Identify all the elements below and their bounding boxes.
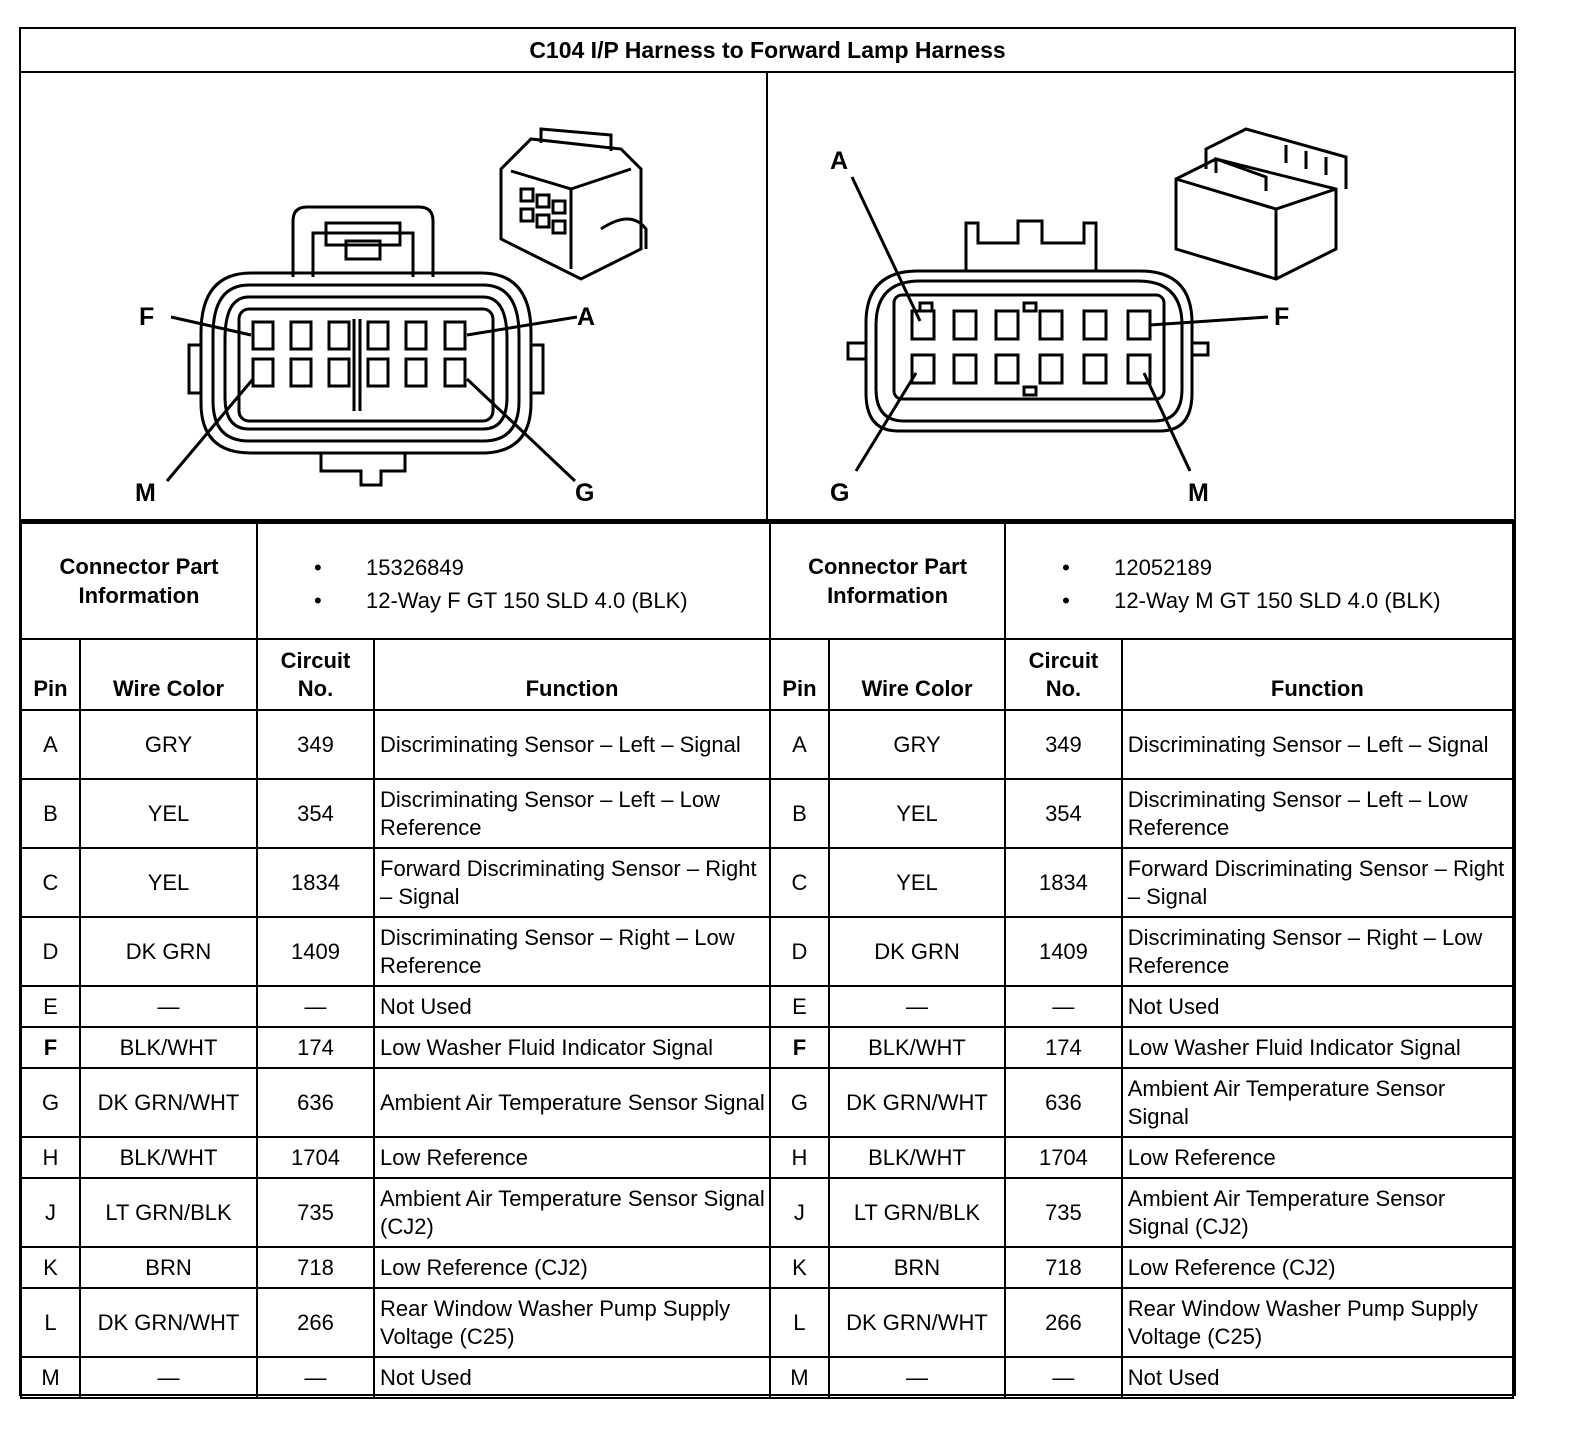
pin-cell: C	[770, 848, 829, 917]
circuit-cell: 354	[1005, 779, 1122, 848]
pin-cell: J	[21, 1178, 80, 1247]
circuit-cell: 718	[257, 1247, 374, 1288]
circuit-cell: 636	[1005, 1068, 1122, 1137]
wire-color-cell: —	[829, 1357, 1005, 1398]
table-row	[21, 710, 770, 779]
circuit-cell: —	[1005, 1357, 1122, 1398]
pin-cell: K	[21, 1247, 80, 1288]
wire-color-cell: YEL	[829, 848, 1005, 917]
table-row	[770, 986, 1513, 1027]
circuit-cell: 1704	[257, 1137, 374, 1178]
function-cell: Low Reference	[374, 1137, 770, 1178]
table-row	[21, 1288, 770, 1357]
pin-cell: D	[770, 917, 829, 986]
table-row	[21, 848, 770, 917]
pin-cell: K	[770, 1247, 829, 1288]
function-cell: Discriminating Sensor – Left – Low Reference	[1122, 779, 1513, 848]
pin-cell: B	[770, 779, 829, 848]
function-cell: Discriminating Sensor – Left – Low Reference	[374, 779, 770, 848]
wire-color-cell: GRY	[80, 710, 257, 779]
pin-cell: J	[770, 1178, 829, 1247]
wire-color-cell: LT GRN/BLK	[829, 1178, 1005, 1247]
circuit-cell: 266	[257, 1288, 374, 1357]
circuit-cell: 266	[1005, 1288, 1122, 1357]
header-row	[770, 639, 1513, 710]
wire-color-cell: BLK/WHT	[829, 1137, 1005, 1178]
table-row	[770, 1068, 1513, 1137]
function-cell: Low Reference (CJ2)	[374, 1247, 770, 1288]
wire-color-cell: DK GRN	[829, 917, 1005, 986]
function-header: Function	[374, 639, 770, 710]
pin-cell: M	[21, 1357, 80, 1398]
wire-color-cell: YEL	[80, 848, 257, 917]
table-row	[770, 848, 1513, 917]
table-row	[21, 1068, 770, 1137]
part-info-item: • 12-Way M GT 150 SLD 4.0 (BLK)	[1010, 584, 1508, 617]
table-row	[21, 1027, 770, 1068]
circuit-cell: 636	[257, 1068, 374, 1137]
table-row	[21, 779, 770, 848]
circuit-cell: 1834	[257, 848, 374, 917]
function-cell: Not Used	[374, 986, 770, 1027]
part-info-label: Connector Part Information	[21, 523, 257, 639]
function-cell: Low Reference (CJ2)	[1122, 1247, 1513, 1288]
wire-color-cell: DK GRN/WHT	[80, 1068, 257, 1137]
part-info-item: • 15326849	[262, 551, 765, 584]
circuit-cell: 349	[1005, 710, 1122, 779]
table-row	[770, 1027, 1513, 1068]
wire-color-cell: DK GRN/WHT	[829, 1068, 1005, 1137]
function-cell: Forward Discriminating Sensor – Right – Signal	[1122, 848, 1513, 917]
connector-female-face-icon	[21, 73, 766, 521]
pin-cell: F	[770, 1027, 829, 1068]
wire-color-cell: —	[80, 986, 257, 1027]
function-cell: Rear Window Washer Pump Supply Voltage (C25)	[374, 1288, 770, 1357]
circuit-cell: 1834	[1005, 848, 1122, 917]
pin-cell: H	[770, 1137, 829, 1178]
pin-label-g: G	[575, 479, 595, 507]
table-row	[21, 917, 770, 986]
wire-color-cell: YEL	[80, 779, 257, 848]
part-info-row	[770, 523, 1513, 639]
table-row	[21, 1137, 770, 1178]
table-row	[21, 1178, 770, 1247]
pin-label-a: A	[577, 303, 596, 331]
table-row	[21, 1357, 770, 1398]
function-cell: Low Washer Fluid Indicator Signal	[1122, 1027, 1513, 1068]
circuit-cell: 1409	[1005, 917, 1122, 986]
wire-color-cell: DK GRN	[80, 917, 257, 986]
circuit-cell: 349	[257, 710, 374, 779]
circuit-cell: 735	[257, 1178, 374, 1247]
function-cell: Not Used	[374, 1357, 770, 1398]
part-info-list	[257, 523, 770, 639]
wire-color-cell: —	[80, 1357, 257, 1398]
function-cell: Ambient Air Temperature Sensor Signal	[1122, 1068, 1513, 1137]
table-row	[770, 917, 1513, 986]
part-info-item: • 12052189	[1010, 551, 1508, 584]
function-cell: Not Used	[1122, 986, 1513, 1027]
function-cell: Discriminating Sensor – Right – Low Reference	[1122, 917, 1513, 986]
circuit-header: Circuit No.	[257, 639, 374, 710]
table-row	[770, 710, 1513, 779]
part-info-item: • 12-Way F GT 150 SLD 4.0 (BLK)	[262, 584, 765, 617]
right-connector-diagram	[768, 73, 1514, 521]
function-cell: Low Washer Fluid Indicator Signal	[374, 1027, 770, 1068]
circuit-cell: 718	[1005, 1247, 1122, 1288]
table-row	[770, 1178, 1513, 1247]
circuit-cell: 735	[1005, 1178, 1122, 1247]
pin-cell: E	[770, 986, 829, 1027]
pin-cell: D	[21, 917, 80, 986]
pin-label-m: M	[1188, 479, 1209, 507]
function-cell: Forward Discriminating Sensor – Right – Signal	[374, 848, 770, 917]
pin-cell: L	[770, 1288, 829, 1357]
connector-male-face-icon	[768, 73, 1514, 521]
chart-title: C104 I/P Harness to Forward Lamp Harness	[21, 29, 1514, 73]
table-row	[21, 1247, 770, 1288]
wire-color-cell: BLK/WHT	[80, 1027, 257, 1068]
table-row	[770, 1247, 1513, 1288]
pin-cell: A	[21, 710, 80, 779]
wire-color-cell: LT GRN/BLK	[80, 1178, 257, 1247]
function-cell: Discriminating Sensor – Left – Signal	[1122, 710, 1513, 779]
table-row	[770, 779, 1513, 848]
function-cell: Not Used	[1122, 1357, 1513, 1398]
pin-cell: M	[770, 1357, 829, 1398]
pin-cell: E	[21, 986, 80, 1027]
wire-color-cell: BRN	[80, 1247, 257, 1288]
circuit-cell: 174	[257, 1027, 374, 1068]
circuit-cell: 1409	[257, 917, 374, 986]
circuit-cell: —	[257, 986, 374, 1027]
wire-color-header: Wire Color	[829, 639, 1005, 710]
function-cell: Ambient Air Temperature Sensor Signal (CJ2)	[374, 1178, 770, 1247]
wire-color-cell: BRN	[829, 1247, 1005, 1288]
part-info-row	[21, 523, 770, 639]
wire-color-header: Wire Color	[80, 639, 257, 710]
wire-color-cell: BLK/WHT	[80, 1137, 257, 1178]
connector-chart	[19, 27, 1516, 1396]
pin-cell: L	[21, 1288, 80, 1357]
wire-color-cell: —	[829, 986, 1005, 1027]
function-cell: Ambient Air Temperature Sensor Signal (CJ2)	[1122, 1178, 1513, 1247]
wire-color-cell: GRY	[829, 710, 1005, 779]
pin-cell: H	[21, 1137, 80, 1178]
circuit-cell: 174	[1005, 1027, 1122, 1068]
table-row	[770, 1357, 1513, 1398]
circuit-cell: 354	[257, 779, 374, 848]
table-row	[770, 1288, 1513, 1357]
circuit-header: Circuit No.	[1005, 639, 1122, 710]
table-row	[770, 1137, 1513, 1178]
wire-color-cell: BLK/WHT	[829, 1027, 1005, 1068]
circuit-cell: 1704	[1005, 1137, 1122, 1178]
pin-label-g: G	[830, 479, 850, 507]
right-pinout-table	[769, 522, 1514, 1399]
wire-color-cell: DK GRN/WHT	[80, 1288, 257, 1357]
pin-cell: G	[21, 1068, 80, 1137]
left-connector-diagram	[21, 73, 768, 521]
function-cell: Discriminating Sensor – Left – Signal	[374, 710, 770, 779]
pin-label-f: F	[139, 303, 155, 331]
pin-label-a: A	[830, 147, 849, 175]
circuit-cell: —	[257, 1357, 374, 1398]
part-info-label: Connector Part Information	[770, 523, 1005, 639]
wire-color-cell: DK GRN/WHT	[829, 1288, 1005, 1357]
pin-label-m: M	[135, 479, 156, 507]
pin-header: Pin	[21, 639, 80, 710]
pin-cell: A	[770, 710, 829, 779]
pin-cell: G	[770, 1068, 829, 1137]
pin-label-f: F	[1274, 303, 1290, 331]
function-cell: Discriminating Sensor – Right – Low Reference	[374, 917, 770, 986]
left-pinout-table	[20, 522, 771, 1399]
wire-color-cell: YEL	[829, 779, 1005, 848]
part-info-list	[1005, 523, 1513, 639]
pin-cell: C	[21, 848, 80, 917]
pin-cell: F	[21, 1027, 80, 1068]
pin-cell: B	[21, 779, 80, 848]
table-row	[21, 986, 770, 1027]
pin-header: Pin	[770, 639, 829, 710]
function-header: Function	[1122, 639, 1513, 710]
function-cell: Ambient Air Temperature Sensor Signal	[374, 1068, 770, 1137]
function-cell: Rear Window Washer Pump Supply Voltage (C25)	[1122, 1288, 1513, 1357]
header-row	[21, 639, 770, 710]
function-cell: Low Reference	[1122, 1137, 1513, 1178]
circuit-cell: —	[1005, 986, 1122, 1027]
